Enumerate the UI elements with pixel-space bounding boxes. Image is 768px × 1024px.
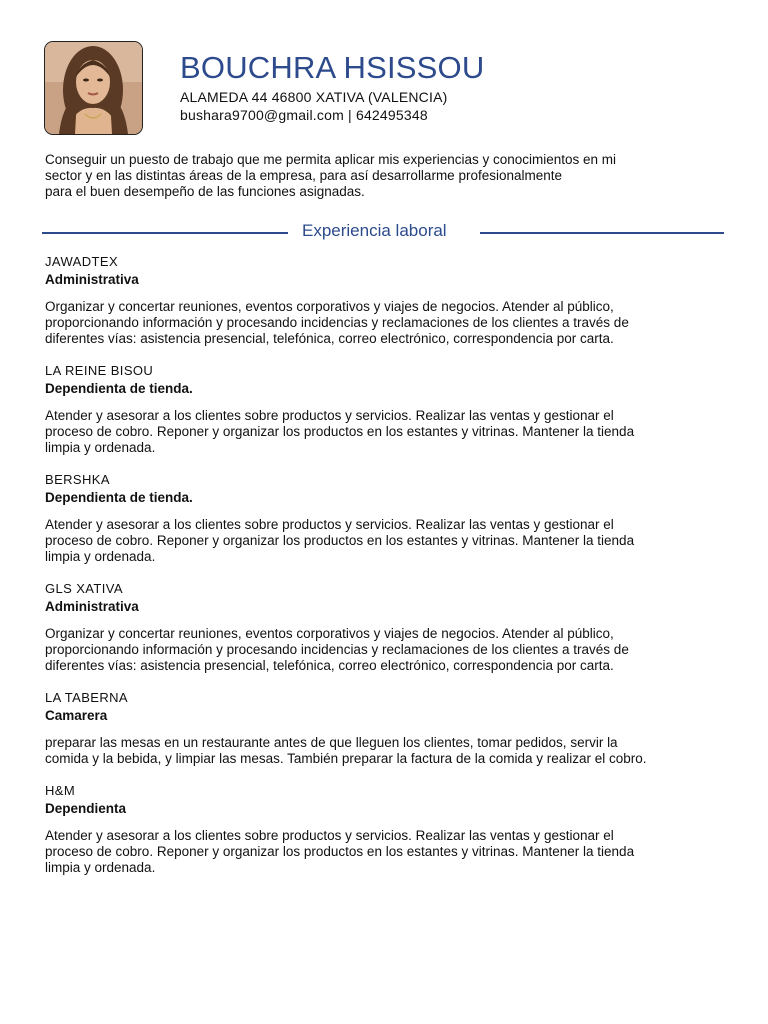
job-entry [45,253,735,347]
job-description-line: proceso de cobro. Reponer y organizar los productos en los estantes y vitrinas. Mantener la tienda [45,424,635,439]
job-description [45,828,735,876]
experience-section-heading [42,220,724,244]
job-role: Administrativa [45,599,139,614]
job-description-line: diferentes vías: asistencia presencial, telefónica, correo electrónico, correspondencia por carta. [45,658,614,673]
resume-header [44,41,724,137]
job-role: Dependienta de tienda. [45,490,193,505]
job-description-line: Atender y asesorar a los clientes sobre productos y servicios. Realizar las ventas y gestionar el [45,517,614,532]
job-description [45,299,735,347]
job-entry [45,689,735,767]
job-description [45,408,735,456]
job-company: JAWADTEX [45,254,119,269]
profile-photo [44,41,143,135]
experience-section-title: Experiencia laboral [302,221,447,240]
job-entry [45,471,735,565]
candidate-name: BOUCHRA HSISSOU [180,50,485,85]
job-company: GLS XATIVA [45,581,123,596]
job-description-line: limpia y ordenada. [45,549,156,564]
job-description [45,517,735,565]
job-description-line: comida y la bebida, y limpiar las mesas. También preparar la factura de la comida y realizar el cobro. [45,751,647,766]
heading-divider-right [480,232,724,234]
job-description-line: limpia y ordenada. [45,860,156,875]
job-role: Dependienta [45,801,127,816]
job-role: Camarera [45,708,108,723]
job-description-line: Atender y asesorar a los clientes sobre productos y servicios. Realizar las ventas y gestionar el [45,408,614,423]
job-company: BERSHKA [45,472,110,487]
heading-divider-left [42,232,288,234]
job-description-line: proceso de cobro. Reponer y organizar los productos en los estantes y vitrinas. Mantener la tienda [45,533,635,548]
objective-line: sector y en las distintas áreas de la empresa, para así desarrollarme profesionalmente [45,167,563,183]
job-role: Administrativa [45,272,139,287]
job-company: LA REINE BISOU [45,363,154,378]
job-description [45,626,735,674]
job-company: H&M [45,783,76,798]
contact-line: bushara9700@gmail.com | 642495348 [180,107,428,123]
address-line: ALAMEDA 44 46800 XATIVA (VALENCIA) [180,89,448,105]
job-description-line: proceso de cobro. Reponer y organizar los productos en los estantes y vitrinas. Mantener la tienda [45,844,635,859]
job-entry [45,782,735,876]
job-company: LA TABERNA [45,690,128,705]
job-description-line: proporcionando información y procesando incidencias y reclamaciones de los clientes a través de [45,315,629,330]
job-description-line: preparar las mesas en un restaurante antes de que lleguen los clientes, tomar pedidos, servir la [45,735,618,750]
objective-paragraph [45,152,735,199]
job-description-line: limpia y ordenada. [45,440,156,455]
job-description-line: Atender y asesorar a los clientes sobre productos y servicios. Realizar las ventas y gestionar el [45,828,614,843]
job-description-line: diferentes vías: asistencia presencial, telefónica, correo electrónico, correspondencia por carta. [45,331,614,346]
experience-list [45,253,735,891]
job-entry [45,362,735,456]
job-description-line: proporcionando información y procesando incidencias y reclamaciones de los clientes a través de [45,642,629,657]
objective-line: para el buen desempeño de las funciones asignadas. [45,183,365,199]
job-description-line: Organizar y concertar reuniones, eventos corporativos y viajes de negocios. Atender al público, [45,299,614,314]
job-description [45,735,735,767]
job-entry [45,580,735,674]
job-description-line: Organizar y concertar reuniones, eventos corporativos y viajes de negocios. Atender al público, [45,626,614,641]
job-role: Dependienta de tienda. [45,381,193,396]
objective-line: Conseguir un puesto de trabajo que me permita aplicar mis experiencias y conocimientos en mi [45,152,617,167]
